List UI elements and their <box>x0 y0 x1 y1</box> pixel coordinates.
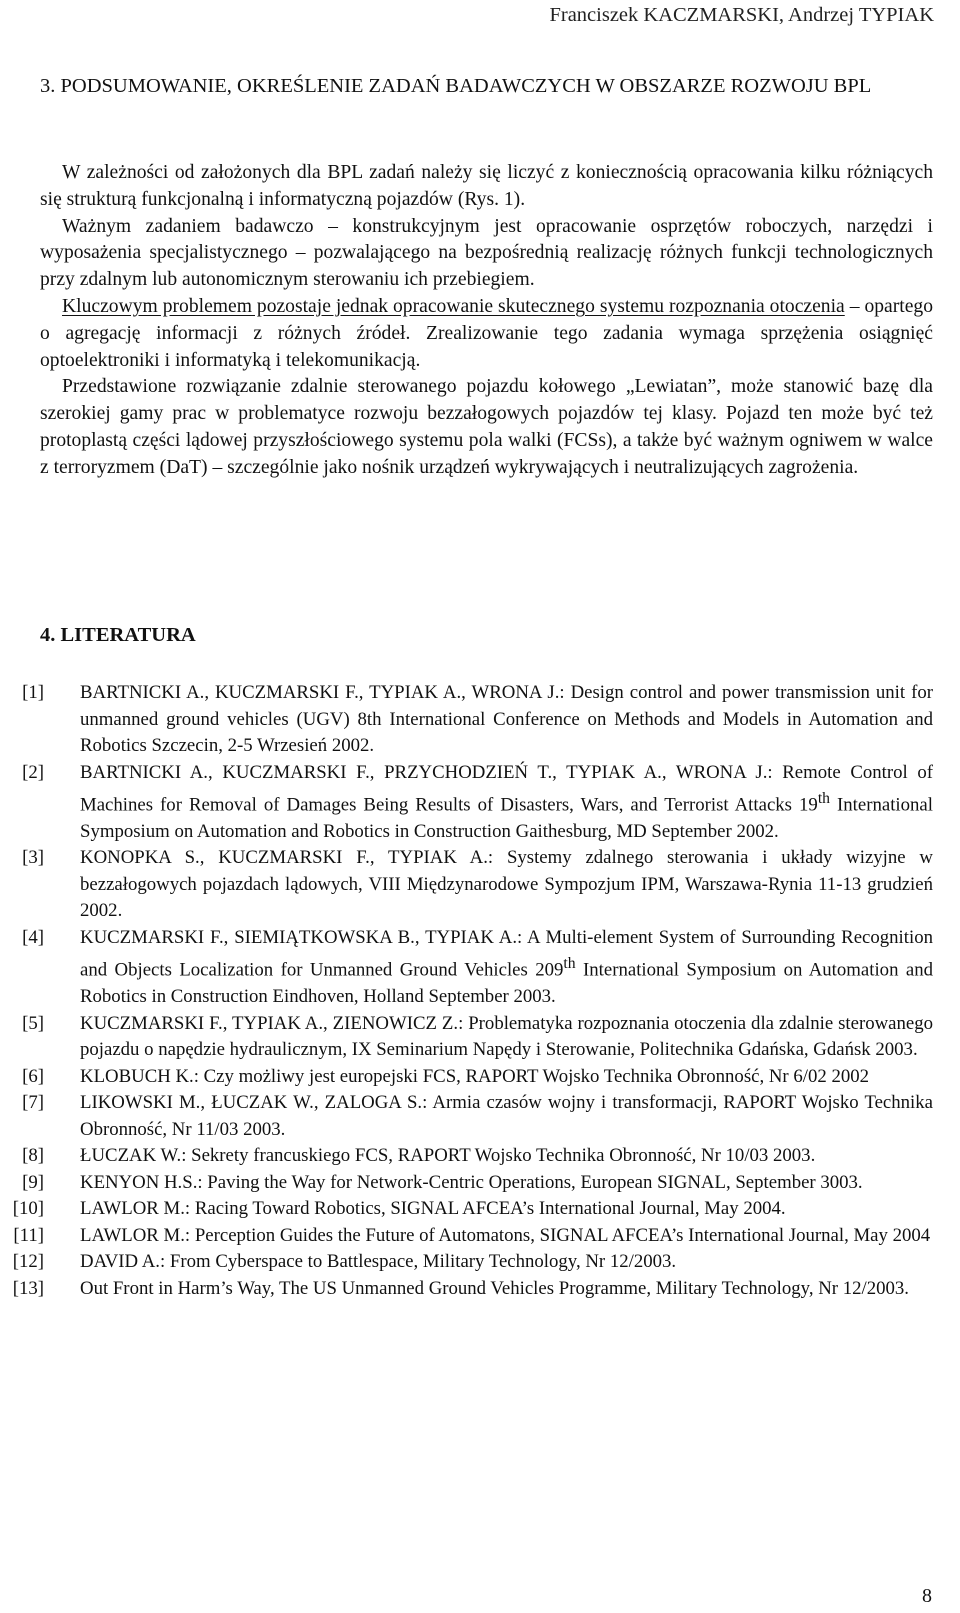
reference-number: [6] <box>22 1065 44 1087</box>
paragraph-4: Przedstawione rozwiązanie zdalnie sterowanego pojazdu kołowego „Lewiatan”, może stanowić bazę dla szerokiej gamy prac w problematyce rozwoju bezzałogowych pojazdów tej klasy. Pojazd ten może być też protoplastą części lądowej przyszłościowego systemu pola walki (FCSs), a także być ważnym ogniwem w walce z terroryzmem (DaT) – szczególnie jako nośnik urządzeń wykrywających i neutralizujących zagrożenia. <box>40 376 933 478</box>
reference-item <box>0 760 960 846</box>
reference-number: [3] <box>22 847 44 869</box>
reference-number: [11] <box>13 1224 44 1246</box>
reference-item <box>0 1276 960 1303</box>
reference-authors: KUCZMARSKI F., TYPIAK A., ZIENOWICZ Z. <box>80 1012 459 1034</box>
reference-authors: LAWLOR M. <box>80 1224 185 1246</box>
reference-text: : Perception Guides the Future of Automatons, SIGNAL AFCEA’s International Journal, May 2004 <box>184 1224 931 1246</box>
reference-item <box>0 1090 960 1143</box>
reference-authors: KUCZMARSKI F., SIEMIĄTKOWSKA B., TYPIAK A. <box>80 926 518 948</box>
paragraph-3-rest: – opartego o agregację informacji z różnych źródeł. Zrealizowanie tego zadania wymaga sprzężenia osiągnięć optoelektroniki i informatyką i telekomunikacją. <box>40 295 933 371</box>
reference-authors: BARTNICKI A., KUCZMARSKI F., TYPIAK A., WRONA J. <box>80 682 560 703</box>
reference-item <box>0 1196 960 1223</box>
reference-authors: LIKOWSKI M., ŁUCZAK W., ZALOGA S. <box>80 1092 423 1114</box>
reference-item <box>0 1249 960 1276</box>
reference-authors: LAWLOR M. <box>80 1198 185 1220</box>
reference-item <box>0 1143 960 1170</box>
reference-number: [2] <box>22 761 44 783</box>
reference-item <box>0 925 960 1011</box>
reference-text-continued: International Symposium on Automation and Robotics in Construction Eindhoven, Holland September 2003. <box>80 959 933 1008</box>
reference-item <box>0 845 960 925</box>
reference-text: : Systemy zdalnego sterowania i układy wizyjne w bezzałogowych pojazdach lądowych, VIII Międzynarodowe Sympozjum IPM, Warszawa-Rynia 11-13 grudzień 2002. <box>80 847 933 922</box>
reference-item <box>0 1223 960 1250</box>
reference-list <box>0 680 960 1302</box>
reference-authors: KENYON H.S. <box>80 1171 198 1193</box>
reference-number: [13] <box>12 1277 44 1299</box>
reference-superscript: th <box>817 790 830 807</box>
reference-text-continued: International Symposium on Automation and Robotics in Construction Gaithesburg, MD September 2002. <box>80 794 933 842</box>
reference-number: [4] <box>22 926 44 948</box>
paragraph-1: W zależności od założonych dla BPL zadań należy się liczyć z koniecznością opracowania kilku różniących się strukturą funkcjonalną i informatyczną pojazdów (Rys. 1). <box>40 162 933 210</box>
section-3-title: 3. PODSUMOWANIE, OKREŚLENIE ZADAŃ BADAWCZYCH W OBSZARZE ROZWOJU BPL <box>40 75 872 97</box>
reference-text: : Paving the Way for Network-Centric Operations, European SIGNAL, September 3003. <box>197 1171 863 1193</box>
section-3-body <box>40 160 933 482</box>
reference-authors: KLOBUCH K. <box>80 1065 194 1087</box>
section-4-title: 4. LITERATURA <box>40 624 196 646</box>
reference-authors: Out Front in Harm’s Way, The US Unmanned Ground Vehicles Programme, Military Technology, Nr 12/2003. <box>80 1277 910 1299</box>
reference-item <box>0 680 960 760</box>
reference-text: : Racing Toward Robotics, SIGNAL AFCEA’s International Journal, May 2004. <box>184 1198 786 1220</box>
reference-authors: DAVID A. <box>80 1251 161 1273</box>
reference-text: : Sekrety francuskiego FCS, RAPORT Wojsko Technika Obronność, Nr 10/03 2003. <box>181 1145 816 1167</box>
reference-number: [12] <box>12 1251 44 1273</box>
reference-authors: KONOPKA S., KUCZMARSKI F., TYPIAK A. <box>80 847 488 869</box>
reference-text: : Design control and power transmission unit for unmanned ground vehicles (UGV) 8th International Conference on Methods and Models in Automation and Robotics Szczecin, 2-5 Wrzesień 2002. <box>80 682 933 756</box>
reference-number: [9] <box>22 1171 44 1193</box>
reference-authors: ŁUCZAK W. <box>80 1145 182 1167</box>
reference-authors: BARTNICKI A., KUCZMARSKI F., PRZYCHODZIEŃ T., TYPIAK A., WRONA J. <box>80 761 768 783</box>
reference-number: [7] <box>22 1092 44 1114</box>
reference-text: : A Multi-element System of Surrounding Recognition and Objects Localization for Unmanned Ground Vehicles 209 <box>80 926 933 981</box>
reference-item <box>0 1064 960 1091</box>
reference-number: [1] <box>22 682 44 703</box>
page-number: 8 <box>922 1585 932 1607</box>
reference-number: [10] <box>12 1198 44 1220</box>
reference-text: : Armia czasów wojny i transformacji, RAPORT Wojsko Technika Obronność, Nr 11/03 2003. <box>80 1092 933 1140</box>
running-header: Franciszek KACZMARSKI, Andrzej TYPIAK <box>549 4 934 26</box>
reference-item <box>0 1170 960 1197</box>
reference-superscript: th <box>563 955 576 973</box>
reference-number: [5] <box>22 1012 44 1034</box>
paragraph-3-underlined: Kluczowym problemem pozostaje jednak opracowanie skutecznego systemu rozpoznania otoczenia <box>62 295 845 317</box>
reference-number: [8] <box>22 1145 44 1167</box>
reference-text: : Czy możliwy jest europejski FCS, RAPORT Wojsko Technika Obronność, Nr 6/02 2002 <box>193 1065 870 1087</box>
reference-text: : Remote Control of Machines for Removal of Damages Being Results of Disasters, Wars, and Terrorist Attacks 19 <box>80 761 933 816</box>
paragraph-3 <box>40 294 933 374</box>
reference-item <box>0 1011 960 1064</box>
reference-text: : From Cyberspace to Battlespace, Military Technology, Nr 12/2003. <box>160 1251 677 1273</box>
reference-text: : Problematyka rozpoznania otoczenia dla zdalnie sterowanego pojazdu o napędzie hydraulicznym, IX Seminarium Napędy i Sterowanie, Politechnika Gdańska, Gdańsk 2003. <box>80 1012 933 1061</box>
paragraph-2: Ważnym zadaniem badawczo – konstrukcyjnym jest opracowanie osprzętów roboczych, narzędzi i wyposażenia specjalistycznego – pozwalającego na bezpośrednią realizację różnych funkcji technologicznych przy zdalnym lub autonomicznym sterowaniu ich przebiegiem. <box>40 215 933 291</box>
